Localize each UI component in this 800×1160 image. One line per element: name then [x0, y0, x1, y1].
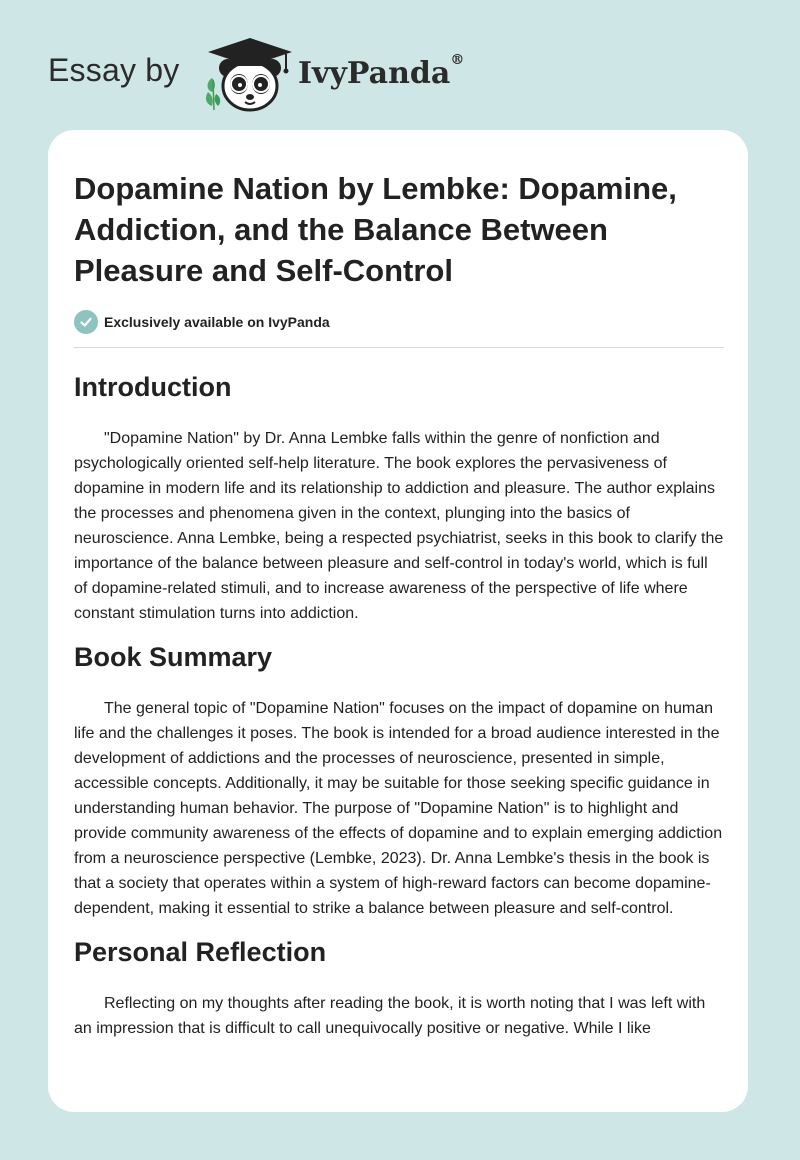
exclusive-badge — [74, 309, 724, 335]
title-divider — [74, 347, 724, 348]
essay-content — [74, 168, 724, 1041]
section-heading-book-summary: Book Summary — [74, 642, 273, 672]
brand-prefix: Essay by — [48, 52, 180, 88]
panda-graduate-logo-icon — [202, 34, 298, 114]
essay-title: Dopamine Nation by Lembke: Dopamine, Addiction, and the Balance Between Pleasure and Self-Control — [74, 171, 677, 288]
section-paragraph-personal-reflection: Reflecting on my thoughts after reading the book, it is worth noting that I was left with an impression that is difficult to call unequivocally positive or negative. While I like — [74, 995, 706, 1037]
section-heading-introduction: Introduction — [74, 372, 232, 402]
section-paragraph-book-summary: The general topic of "Dopamine Nation" focuses on the impact of dopamine on human life and the challenges it poses. The book is intended for a broad audience interested in the development of addictions and the processes of neuroscience, presented in simple, accessible concepts. Additionally, it may be suitable for those seeking specific guidance in understanding human behavior. The purpose of "Dopamine Nation" is to highlight and provide community awareness of the effects of dopamine and to explain emerging addiction from a neuroscience perspective (Lembke, 2023). Dr. Anna Lembke's thesis in the book is that a society that operates within a system of high-reward factors can become dopamine-dependent, making it essential to strike a balance between pleasure and self-control. — [74, 700, 723, 917]
registered-mark: ® — [450, 52, 465, 68]
brand-name: IvyPanda® — [298, 52, 465, 91]
section-heading-personal-reflection: Personal Reflection — [74, 937, 327, 967]
ivy-leaf-icon — [206, 78, 220, 110]
section-paragraph-introduction: "Dopamine Nation" by Dr. Anna Lembke falls within the genre of nonfiction and psychologically oriented self-help literature. The book explores the pervasiveness of dopamine in modern life and its relationship to addiction and pleasure. The author explains the processes and phenomena given in the context, plunging into the basics of neuroscience. Anna Lembke, being a respected psychiatrist, seeks in this book to clarify the importance of the balance between pleasure and self-control in today's world, which is full of dopamine-related stimuli, and to increase awareness of the perspective of life where constant stimulation turns into addiction. — [74, 430, 724, 622]
essay-card — [48, 130, 748, 1112]
brand-header[interactable] — [48, 34, 548, 114]
check-circle-icon — [74, 310, 98, 334]
badge-label: Exclusively available on IvyPanda — [104, 314, 330, 330]
